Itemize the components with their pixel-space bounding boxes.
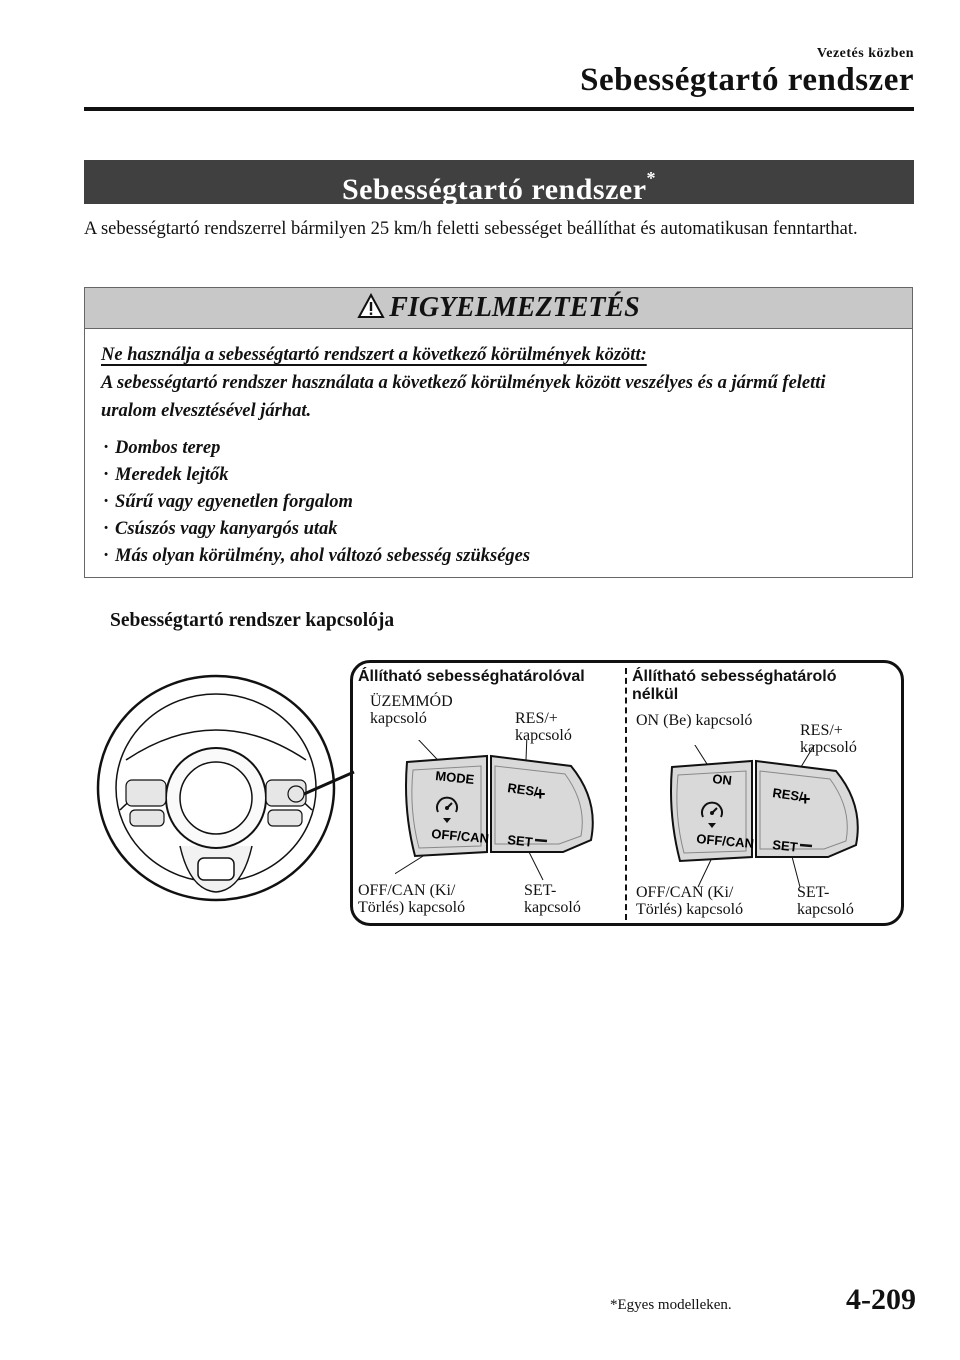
page-number: 4-209: [846, 1283, 916, 1316]
btn-set-text: SET: [506, 832, 534, 850]
btn-minus-icon: [800, 845, 812, 846]
btn-res-text: RES/: [771, 785, 804, 805]
warning-box: [84, 287, 913, 578]
left-res-label-line-2: kapcsoló: [515, 727, 572, 744]
section-banner: [84, 160, 914, 204]
list-item: · Sűrű vagy egyenetlen forgalom: [101, 489, 896, 516]
right-res-label-line-1: RES/+: [800, 722, 843, 739]
list-item: · Meredek lejtők: [101, 462, 896, 489]
btn-offcan-text: OFF/CAN: [695, 831, 755, 852]
header-rule: [84, 107, 914, 111]
left-off-label-line-2: Törlés) kapcsoló: [358, 899, 466, 916]
right-off-label-line-2: Törlés) kapcsoló: [636, 901, 744, 918]
asterisk-mark: *: [646, 168, 657, 188]
list-item: · Más olyan körülmény, ahol változó sebesség szükséges: [101, 543, 896, 570]
warning-title: FIGYELMEZTETÉS: [389, 292, 640, 323]
switch-section-title: Sebességtartó rendszer kapcsolója: [110, 610, 395, 631]
warning-text: A sebességtartó rendszer használata a következő körülmények között veszélyes és a jármű feletti uralom elvesztésével járhat.: [101, 373, 826, 421]
left-panel-heading: Állítható sebességhatárolóval: [358, 668, 585, 685]
btn-on-text: ON: [711, 771, 733, 789]
btn-minus-icon: [535, 840, 547, 841]
footnote: *Egyes modelleken.: [610, 1297, 732, 1313]
right-res-label-line-2: kapcsoló: [800, 739, 857, 756]
left-res-switch-label: [515, 710, 572, 744]
left-off-label-line-1: OFF/CAN (Ki/: [358, 882, 456, 899]
btn-plus-icon: +: [800, 789, 811, 809]
btn-res-text: RES/: [506, 780, 539, 800]
right-switch-cluster: [660, 745, 880, 895]
mode-label-line-2: kapcsoló: [370, 710, 427, 727]
warning-lead: Ne használja a sebességtartó rendszert a következő körülmények között:: [101, 345, 647, 365]
mode-switch-label: [370, 693, 453, 727]
right-panel-heading: [632, 668, 837, 704]
warning-triangle-icon: [357, 293, 385, 319]
left-res-label-line-1: RES/+: [515, 710, 558, 727]
right-set-label-line-1: SET-: [797, 884, 830, 901]
running-header-chapter: Sebességtartó rendszer: [580, 62, 914, 98]
on-switch-label: ON (Be) kapcsoló: [636, 712, 753, 729]
right-set-label-line-2: kapcsoló: [797, 901, 854, 918]
right-heading-line-2: nélkül: [632, 686, 679, 703]
panel-divider: [625, 668, 627, 920]
running-header-section: Vezetés közben: [816, 46, 914, 61]
steering-wheel-illustration: [90, 660, 360, 920]
section-title: Sebességtartó rendszer: [341, 173, 647, 206]
btn-plus-icon: +: [535, 784, 546, 804]
left-set-label-line-2: kapcsoló: [524, 899, 581, 916]
warning-header: [85, 288, 912, 329]
list-item: · Dombos terep: [101, 435, 896, 462]
warning-list: [101, 435, 896, 570]
intro-paragraph: A sebességtartó rendszerrel bármilyen 25 km/h feletti sebességet beállíthat és automatikusan fenntarthat.: [84, 219, 858, 239]
right-off-label-line-1: OFF/CAN (Ki/: [636, 884, 734, 901]
left-set-label-line-1: SET-: [524, 882, 557, 899]
warning-body: [85, 329, 912, 570]
list-item: · Csúszós vagy kanyargós utak: [101, 516, 896, 543]
btn-offcan-text: OFF/CAN: [430, 826, 490, 847]
right-heading-line-1: Állítható sebességhatároló: [632, 668, 837, 685]
left-switch-cluster: [395, 740, 615, 890]
mode-label-line-1: ÜZEMMÓD: [370, 693, 453, 710]
btn-set-text: SET: [771, 837, 799, 855]
btn-mode-text: MODE: [434, 768, 476, 788]
